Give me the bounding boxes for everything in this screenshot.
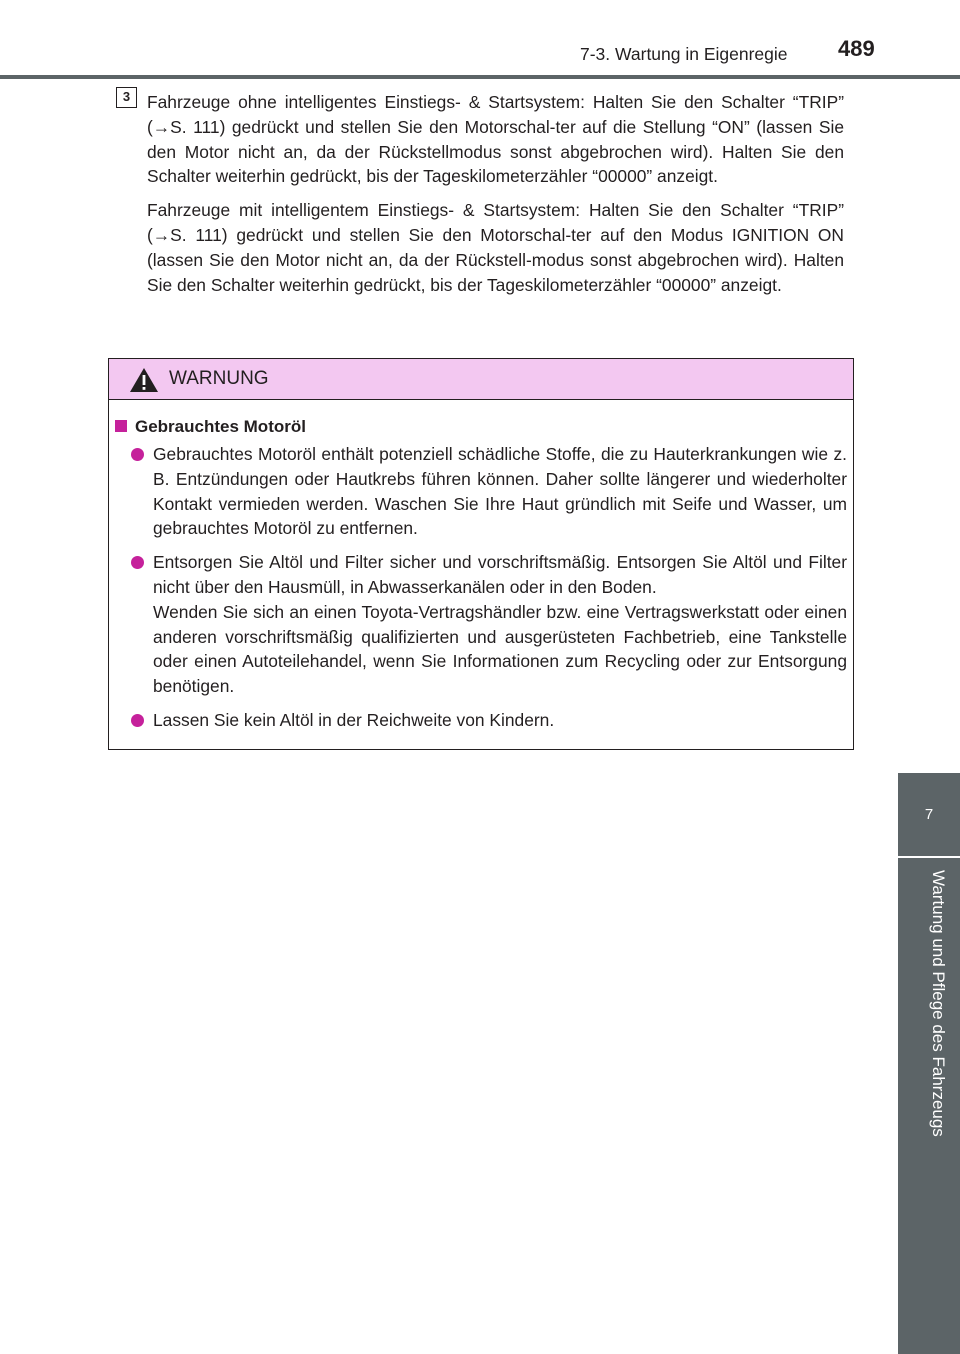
circle-bullet-icon (131, 448, 144, 461)
warning-header (109, 359, 853, 400)
bullet-text-1: Gebrauchtes Motoröl enthält potenziell schädliche Stoffe, die zu Hauterkrankungen wie z. B. Entzündungen oder Hautkrebs führen können. Daher sollte längerer und wiederholter Kontakt vermieden werden. Waschen Sie Ihre Haut gründlich mit Seife und Wasser, um gebrauchtes Motoröl zu entfernen. (153, 444, 847, 539)
warning-section-heading (115, 417, 306, 437)
step-paragraph-1: Fahrzeuge ohne intelligentes Einstiegs- & Startsystem: Halten Sie den Schalter “TRIP” (→S. 111) gedrückt und stellen Sie den Motorschal-ter auf die Stellung “ON” (lassen Sie den Motor nicht an, da der Rückstellmodus sonst abgebrochen wird). Halten Sie den Schalter weiterhin gedrückt, bis der Tageskilometerzähler “00000” anzeigt. (147, 92, 844, 187)
chapter-tab-label: Wartung und Pflege des Fahrzeugs (929, 870, 948, 1137)
page-number: 489 (838, 36, 875, 61)
warning-triangle-icon (129, 367, 159, 393)
warning-title: WARNUNG (169, 368, 269, 389)
circle-bullet-icon (131, 556, 144, 569)
bullet-text-3: Lassen Sie kein Altöl in der Reichweite von Kindern. (153, 709, 555, 730)
step-number-box: 3 (116, 87, 137, 108)
header-rule (0, 75, 960, 79)
circle-bullet-icon (131, 714, 144, 727)
bullet-text-2: Entsorgen Sie Altöl und Filter sicher und vorschriftsmäßig. Entsorgen Sie Altöl und Filter nicht über den Hausmüll, in Abwasserkanälen oder in den Boden. (153, 552, 847, 597)
warning-bullets (129, 442, 847, 742)
square-bullet-icon (115, 420, 127, 432)
chapter-tab-number[interactable]: 7 (898, 773, 960, 856)
warning-heading-text: Gebrauchtes Motoröl (135, 417, 306, 436)
bullet-text-2-continuation: Wenden Sie sich an einen Toyota-Vertragshändler bzw. eine Vertragswerkstatt oder einen anderen vorschriftsmäßig qualifizierten und ausgerüsteten Fachbetrieb, eine Tankstelle oder einen Autoteilehandel, wenn Sie Informationen zum Recycling oder zur Entsorgung benötigen. (153, 601, 847, 697)
list-item (129, 442, 847, 541)
warning-box (108, 358, 854, 750)
list-item (129, 550, 847, 699)
step-text (147, 90, 844, 306)
step-paragraph-2: Fahrzeuge mit intelligentem Einstiegs- & Startsystem: Halten Sie den Schalter “TRIP” (→S. 111) gedrückt und stellen Sie den Motorschal-ter auf den Modus IGNITION ON (lassen Sie den Motor nicht an, da der Rückstell-modus sonst abgebrochen wird). Halten Sie den Schalter weiterhin gedrückt, bis der Tageskilometerzähler “00000” anzeigt. (147, 200, 844, 295)
list-item (129, 708, 847, 733)
header-section-title: 7-3. Wartung in Eigenregie (580, 44, 788, 64)
